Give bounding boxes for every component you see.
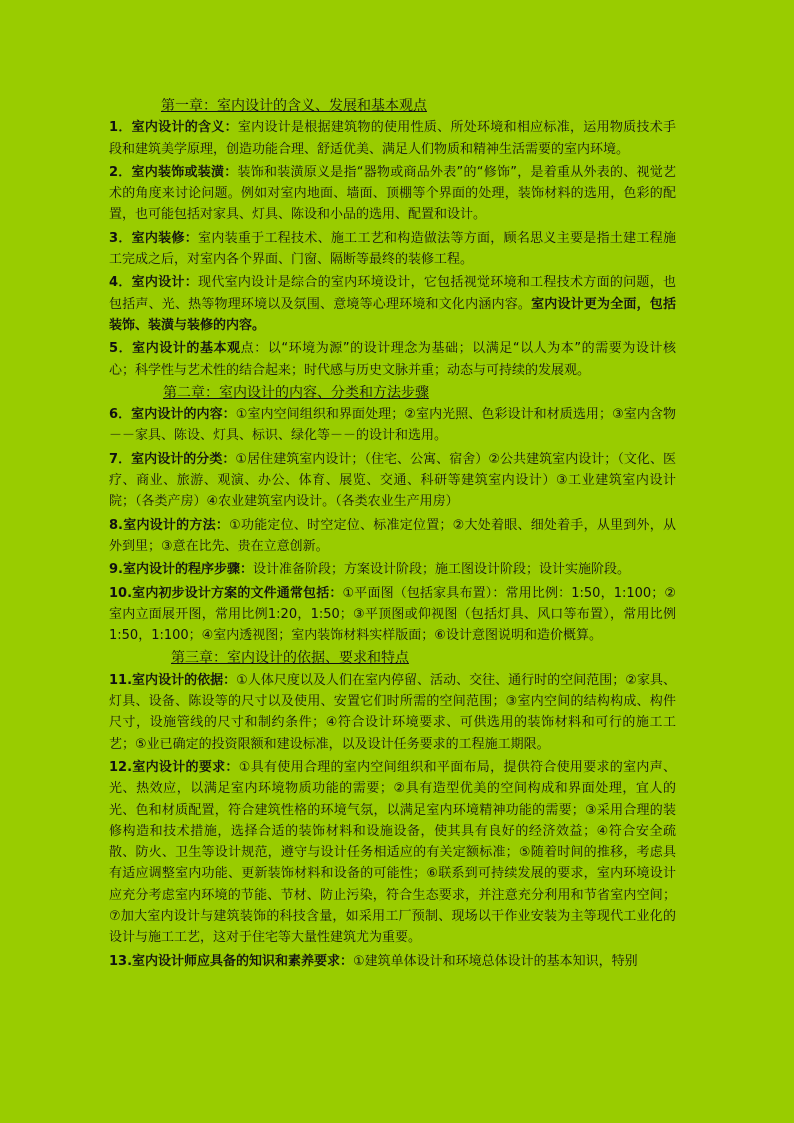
document-body [109,96,676,974]
term: 13.室内设计师应具备的知识和素养要求： [109,953,354,969]
paragraph-text: ①功能定位、时空定位、标准定位置；②大处着眼、细处着手，从里到外，从外到里；③意在比先、贵在立意创新。 [109,517,677,554]
paragraph-3 [109,228,676,271]
paragraph-7 [109,449,676,513]
emphasis-text: 室内设计更为全面，包括装饰、装潢与装修的内容。 [109,296,676,333]
term: 3．室内装修： [109,230,199,246]
chapter-1-heading: 第一章：室内设计的含义、发展和基本观点 [161,98,427,114]
term: 2．室内装饰或装潢： [109,164,238,180]
term: 12.室内设计的要求： [109,759,239,775]
paragraph-text: ①平面图（包括家具布置）：常用比例：1:50，1:100；②室内立面展开图，常用比例1:20，1:50；③平顶图或仰视图（包括灯具、风口等布置），常用比例1:50，1:100；④室内透视图；室内装饰材料实样版面；⑥设计意图说明和造价概算。 [109,585,677,644]
paragraph-text: ①建筑单体设计和环境总体设计的基本知识，特别 [353,953,638,969]
term: 1．室内设计的含义： [109,120,238,136]
paragraph-text: 室内装重于工程技术、施工工艺和构造做法等方面，顾名思义主要是指土建工程施工完成之后，对室内各个界面、门窗、隔断等最终的装修工程。 [109,230,676,268]
paragraph-text: 室内设计是根据建筑物的使用性质、所处环境和相应标准，运用物质技术手段和建筑美学原理，创造功能合理、舒适优美、满足人们物质和精神生活需要的室内环境。 [109,120,676,157]
paragraph-text: 点：以“环境为源”的设计理念为基础；以满足“以人为本”的需要为设计核心；科学性与艺术性的结合起来；时代感与历史文脉并重；动态与可持续的发展观。 [109,341,676,378]
term: 9.室内设计的程序步骤： [109,562,253,578]
term: 4．室内设计： [109,275,199,291]
paragraph-5 [109,338,676,381]
paragraph-text: ①室内空间组织和界面处理；②室内光照、色彩设计和材质选用；③室内含物－－家具、陈设、灯具、标识、绿化等－－的设计和选用。 [109,407,677,444]
term: 7．室内设计的分类： [109,451,236,467]
term: 5．室内设计的基本观 [109,341,241,357]
paragraph-12 [109,757,676,949]
paragraph-11 [109,670,676,755]
term: 6．室内设计的内容： [109,407,236,423]
paragraph-9 [109,559,676,580]
term: 11.室内设计的依据： [109,672,237,688]
paragraph-8 [109,515,676,558]
paragraph-text: 设计准备阶段；方案设计阶段；施工图设计阶段；设计实施阶段。 [252,562,630,578]
paragraph-6 [109,404,676,447]
paragraph-10 [109,583,676,647]
paragraph-text: ①居住建筑室内设计；（住宅、公寓、宿舍）②公共建筑室内设计；（文化、医疗、商业、旅游、观演、办公、体育、展览、交通、科研等建筑室内设计）③工业建筑室内设计院；（各类产房）④农业建筑室内设计。（各类农业生产用房） [109,451,676,510]
paragraph-4 [109,272,676,336]
paragraph-2 [109,162,676,226]
chapter-2-heading: 第二章：室内设计的内容、分类和方法步骤 [163,384,429,401]
paragraph-1 [109,117,676,160]
paragraph-text: 现代室内设计是综合的室内环境设计，它包括视觉环境和工程技术方面的问题，也包括声、光、热等物理环境以及氛围、意境等心理环境和文化内涵内容。 [109,275,676,312]
chapter-3-heading: 第三章：室内设计的依据、要求和特点 [171,650,409,667]
paragraph-text: ①人体尺度以及人们在室内停留、活动、交往、通行时的空间范围；②家具、灯具、设备、陈设等的尺寸以及使用、安置它们时所需的空间范围；③室内空间的结构构成、构件尺寸，设施管线的尺寸和制约条件；④符合设计环境要求、可供选用的装饰材料和可行的施工工艺；⑤业已确定的投资限额和建设标准，以及设计任务要求的工程施工期限。 [109,672,676,752]
paragraph-text: ①具有使用合理的室内空间组织和平面布局，提供符合使用要求的室内声、光、热效应，以满足室内环境物质功能的需要；②具有造型优美的空间构成和界面处理，宜人的光、色和材质配置，符合建筑性格的环境气氛，以满足室内环境精神功能的需要；③采用合理的装修构造和技术措施，选择合适的装饰材料和设施设备，使其具有良好的经济效益；④符合安全疏散、防火、卫生等设计规范，遵守与设计任务相适应的有关定额标准；⑤随着时间的推移，考虑具有适应调整室内功能、更新装饰材料和设备的可能性；⑥联系到可持续发展的要求，室内环境设计应充分考虑室内环境的节能、节材、防止污染，符合生态要求，并注意充分利用和节省室内空间；⑦加大室内设计与建筑装饰的科技含量，如采用工厂预制、现场以干作业安装为主等现代工业化的设计与施工工艺，这对于住宅等大量性建筑尤为重要。 [109,759,676,946]
term: 8.室内设计的方法： [109,517,230,533]
paragraph-13 [109,951,676,972]
paragraph-text: 装饰和装潢原义是指“器物或商品外表”的“修饰”，是着重从外表的、视觉艺术的角度来讨论问题。例如对室内地面、墙面、顶棚等个界面的处理，装饰材料的选用，色彩的配置，也可能包括对家具、灯具、陈设和小品的选用、配置和设计。 [109,164,676,223]
term: 10.室内初步设计方案的文件通常包括： [109,585,343,601]
